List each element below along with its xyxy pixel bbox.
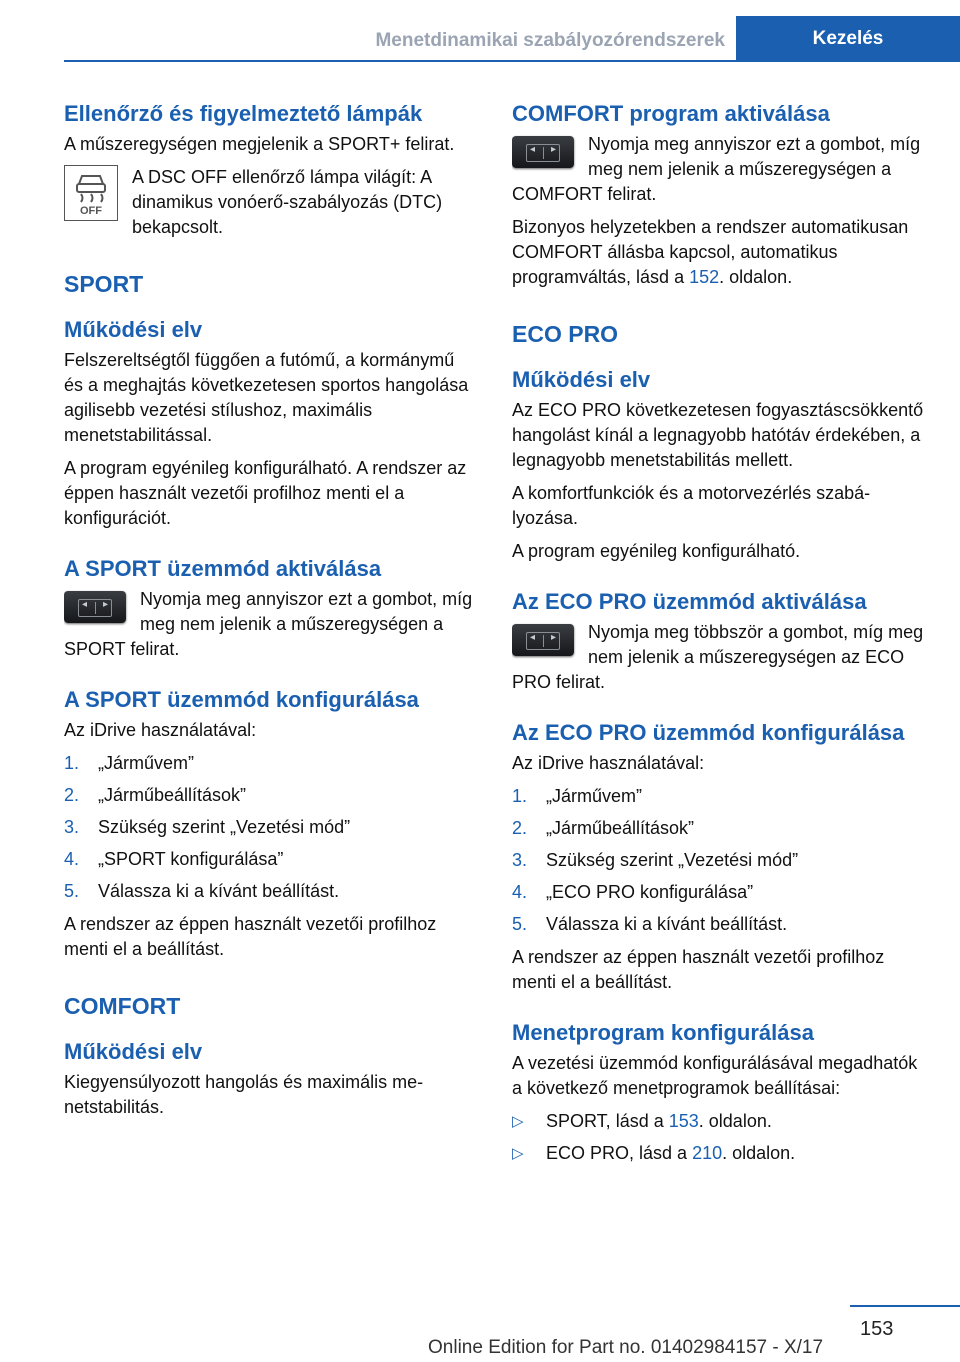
eco-config-steps — [512, 784, 926, 937]
triangle-bullet-icon: ▷ — [512, 1113, 524, 1130]
list-item: 5. Válassza ki a kívánt beállítást. — [512, 914, 788, 934]
program-config-text: A vezetési üzemmód konfigurálásával megadhatók a következő menetprogramok beállításai: — [512, 1053, 918, 1098]
header-tab-kezeles[interactable]: Kezelés — [736, 16, 960, 62]
left-column — [64, 100, 478, 1128]
eco-heading: ECO PRO — [512, 321, 619, 347]
driving-mode-button-icon: ◂ ▸ — [512, 624, 574, 656]
page-number-divider — [850, 1305, 960, 1307]
eco-config-outro: A rendszer az éppen használt vezetői profilhoz menti el a beállítást. — [512, 947, 885, 992]
edition-footer: Online Edition for Part no. 01402984157 - X/17 — [428, 1337, 824, 1358]
sport-activate-text: Nyomja meg annyiszor ezt a gombot, míg meg nem jelenik a műszeregységen a SPORT felirat. — [64, 589, 473, 659]
comfort-heading: COMFORT — [64, 993, 181, 1019]
driving-mode-button-icon: ◂ ▸ — [512, 136, 574, 168]
eco-config-heading: Az ECO PRO üzemmód konfigurálása — [512, 720, 905, 745]
dsc-off-row — [64, 165, 478, 240]
auto-switch-text: Bizonyos helyzetekben a rendszer automatikusan COMFORT állásba kapcsol, automatikus programváltás, lásd a 152. oldalon. — [512, 217, 909, 287]
comfort-principle-heading: Működési elv — [64, 1039, 203, 1064]
page-link-210[interactable]: 210 — [692, 1143, 723, 1163]
sport-config-outro: A rendszer az éppen használt vezetői profilhoz menti el a beállítást. — [64, 914, 437, 959]
sport-config-intro: Az iDrive használatával: — [64, 720, 257, 740]
program-config-heading: Menetprogram konfigurálása — [512, 1020, 814, 1045]
eco-activate-text: Nyomja meg többször a gombot, míg meg nem jelenik a műszeregységen az ECO PRO felirat. — [512, 622, 924, 692]
eco-principle-p1: Az ECO PRO következetesen fogyasztáscsökkentő hangolást kínál a legnagyobb hatótáv érdekében, a legnagyobb menetstabilitás mellett. — [512, 400, 924, 470]
list-item: 1. „Járművem” — [64, 753, 195, 773]
header-section-title: Menetdinamikai szabályozórendszerek — [375, 30, 725, 51]
list-item: 4. „ECO PRO konfigurálása” — [512, 882, 754, 902]
comfort-activate-heading: COMFORT program aktiválása — [512, 101, 830, 126]
warning-lamps-text: A műszeregységen megjelenik a SPORT+ felirat. — [64, 134, 455, 154]
dsc-off-icon — [64, 165, 118, 221]
sport-principle-heading: Működési elv — [64, 317, 203, 342]
eco-activate-heading: Az ECO PRO üzemmód aktiválása — [512, 589, 867, 614]
warning-lamps-heading: Ellenőrző és figyelmeztető lámpák — [64, 101, 423, 126]
list-item: 2. „Járműbeállítások” — [512, 818, 695, 838]
list-item: 2. „Járműbeállítások” — [64, 785, 247, 805]
list-item: 5. Válassza ki a kívánt beállítást. — [64, 881, 340, 901]
comfort-principle-text: Kiegyensúlyozott hangolás és maximális menetstabilitás. — [64, 1072, 424, 1117]
driving-mode-button-icon: ◂ ▸ — [64, 591, 126, 623]
program-list — [512, 1109, 926, 1166]
list-item: 4. „SPORT konfigurálása” — [64, 849, 284, 869]
comfort-activate-text: Nyomja meg annyiszor ezt a gombot, míg meg nem jelenik a műszeregységen a COMFORT felirat. — [512, 134, 921, 204]
eco-config-intro: Az iDrive használatával: — [512, 753, 705, 773]
page-link-152[interactable]: 152 — [689, 267, 720, 287]
right-column — [512, 100, 926, 1174]
list-item: ▷ SPORT, lásd a 153. oldalon. — [512, 1109, 926, 1134]
eco-principle-p2: A komfortfunkciók és a motorvezérlés szabályozása. — [512, 483, 871, 528]
list-item: 3. Szükség szerint „Vezetési mód” — [512, 850, 799, 870]
sport-activate-block — [64, 587, 478, 662]
page-link-153[interactable]: 153 — [668, 1111, 699, 1131]
sport-heading: SPORT — [64, 271, 144, 297]
header-divider — [64, 60, 960, 62]
list-item: ▷ ECO PRO, lásd a 210. oldalon. — [512, 1141, 926, 1166]
sport-config-steps — [64, 751, 478, 904]
dsc-off-icon-label: OFF — [80, 205, 102, 216]
sport-principle-p2: A program egyénileg konfigurálható. A rendszer az éppen használt vezetői profilhoz menti el a konfigurációt. — [64, 458, 467, 528]
eco-activate-block — [512, 620, 926, 695]
eco-principle-heading: Működési elv — [512, 367, 651, 392]
comfort-activate-block — [512, 132, 926, 207]
dsc-off-text: A DSC OFF ellenőrző lámpa világít: A dinamikus vonóerő-szabályozás (DTC) bekapcsolt. — [132, 167, 443, 237]
eco-principle-p3: A program egyénileg konfigurálható. — [512, 541, 801, 561]
list-item: 3. Szükség szerint „Vezetési mód” — [64, 817, 351, 837]
page-number: 153 — [860, 1318, 894, 1340]
list-item: 1. „Járművem” — [512, 786, 643, 806]
sport-principle-p1: Felszereltségtől függően a futómű, a kormánymű és a meghajtás következetesen sportos hangolása agilisebb vezetési stílushoz, maximális menetstabilitással. — [64, 350, 469, 445]
sport-activate-heading: A SPORT üzemmód aktiválása — [64, 556, 382, 581]
sport-config-heading: A SPORT üzemmód konfigurálása — [64, 687, 419, 712]
triangle-bullet-icon: ▷ — [512, 1145, 524, 1162]
